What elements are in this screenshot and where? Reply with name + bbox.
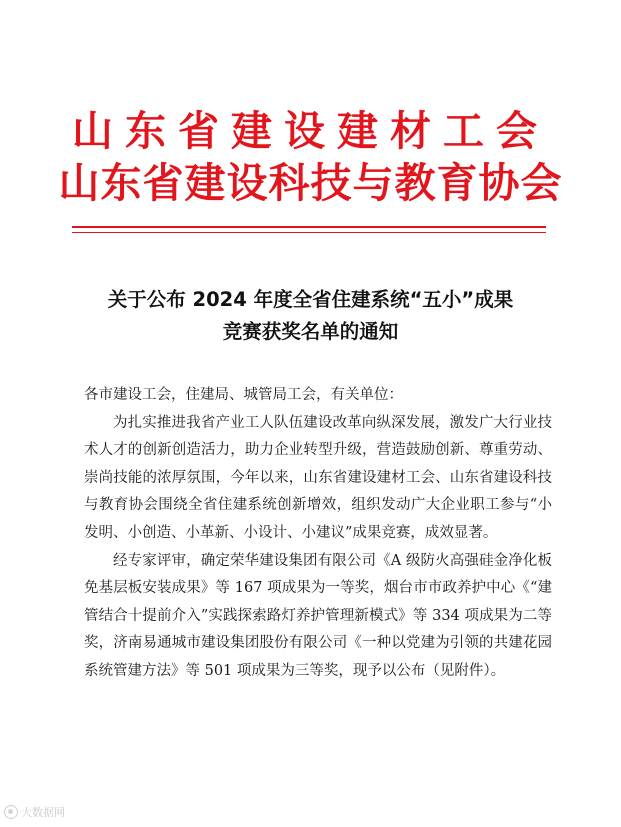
paragraph-1: 为扎实推进我省产业工人队伍建设改革向纵深发展，激发广大行业技术人才的创新创造活力，助力企业转型升级，营造鼓励创新、尊重劳动、崇尚技能的浓厚氛围，今年以来，山东省建设建材工会、山东省建设科技与教育协会围绕全省住建系统创新增效，组织发动广大企业职工参与“小发明、小创造、小革新、小设计、小建议”成果竞赛，成效显著。: [84, 414, 552, 541]
notice-title-line-1: 关于公布 2024 年度全省住建系统“五小”成果: [107, 288, 514, 311]
header-divider-thin: [72, 232, 546, 233]
header-divider-thick: [72, 226, 546, 228]
watermark-text: 大数据网: [21, 806, 65, 819]
salutation: 各市建设工会，住建局、城管局工会，有关单位：: [84, 387, 403, 403]
org-name-line-1: 山东省建设建材工会: [72, 107, 549, 155]
watermark: [4, 804, 65, 820]
paragraph-2: 经专家评审，确定荣华建设集团有限公司《A 级防火高强硅金净化板免基层板安装成果》等 167 项成果为一等奖，烟台市市政养护中心《“建管结合十提前介入”实践探索路灯养护管理新模式》等 334 项成果为二等奖，济南易通城市建设集团股份有限公司《一种以党建为引领的共建花园系统管建方法》等 501 项成果为三等奖，现予以公布（见附件）。: [84, 552, 552, 679]
notice-body: [84, 382, 552, 686]
notice-title-line-2: 竞赛获奖名单的通知: [222, 320, 399, 343]
watermark-logo-icon: [4, 805, 18, 819]
org-name-line-2: 山东省建设科技与教育协会: [58, 159, 563, 207]
